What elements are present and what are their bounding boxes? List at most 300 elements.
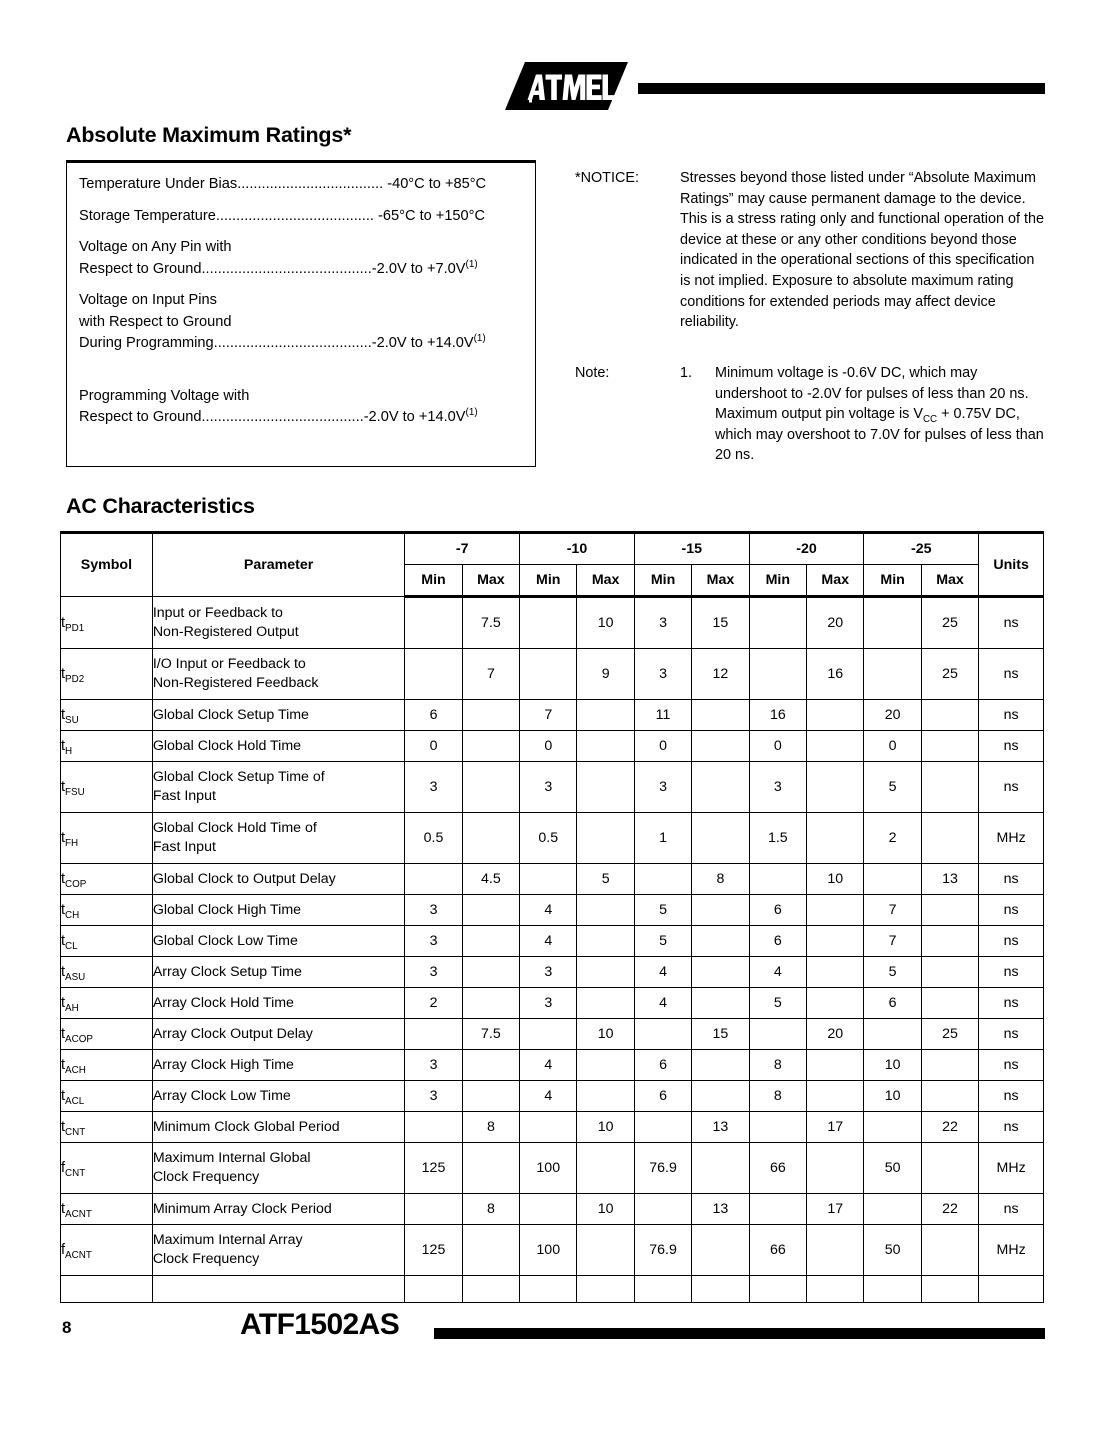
table-row: [61, 762, 1044, 813]
absolute-maximum-ratings-title: Absolute Maximum Ratings*: [66, 123, 352, 147]
cell-max-25: [921, 731, 978, 762]
col-header-min-7: Min: [405, 565, 462, 597]
cell-max-10: [577, 988, 634, 1019]
cell-max-15: [692, 988, 749, 1019]
col-header-grade-10: -10: [520, 533, 635, 565]
cell-min-20: 6: [749, 895, 806, 926]
table-row: [61, 895, 1044, 926]
cell-min-10: 7: [520, 700, 577, 731]
cell-min-15: 5: [634, 926, 691, 957]
table-row: [61, 864, 1044, 895]
symbol-subscript: FH: [65, 837, 79, 849]
table-row: [61, 1143, 1044, 1194]
cell-max-25: [921, 1225, 978, 1276]
cell-min-15: [634, 1194, 691, 1225]
symbol-subscript: CNT: [65, 1126, 86, 1138]
table-row: [61, 1194, 1044, 1225]
cell-min-25: 20: [864, 700, 921, 731]
cell-max-20: 17: [807, 1194, 864, 1225]
symbol-base: t: [61, 1088, 66, 1104]
table-row: [61, 1081, 1044, 1112]
cell-parameter: [152, 1050, 405, 1081]
table-row: [61, 1225, 1044, 1276]
parameter-line: Input or Feedback to: [152, 604, 283, 621]
cell-max-20: 17: [807, 1112, 864, 1143]
cell-max-25: [921, 1143, 978, 1194]
cell-max-10: [577, 895, 634, 926]
cell-max-20: [807, 1225, 864, 1276]
cell-parameter: [152, 813, 405, 864]
cell-min-7: 125: [405, 1143, 462, 1194]
part-name: ATF1502AS: [240, 1308, 400, 1341]
cell-symbol: [61, 895, 153, 926]
amr-footnote-marker: (1): [465, 407, 478, 419]
cell-units: ns: [979, 988, 1044, 1019]
cell-min-25: 7: [864, 895, 921, 926]
col-header-min-15: Min: [634, 565, 691, 597]
col-header-grade-25: -25: [864, 533, 979, 565]
cell-max-7: 7.5: [462, 1019, 519, 1050]
notice-block: [575, 168, 1045, 333]
cell-min-20: 4: [749, 957, 806, 988]
cell-min-10: 4: [520, 895, 577, 926]
cell-max-25: [921, 957, 978, 988]
cell-max-10: [577, 957, 634, 988]
cell-min-25: [864, 1112, 921, 1143]
cell-symbol: [61, 1081, 153, 1112]
cell-max-10: [577, 1050, 634, 1081]
amr-footnote-marker: (1): [465, 258, 478, 270]
parameter-line: Global Clock Setup Time: [152, 706, 309, 723]
symbol-base: t: [61, 738, 66, 754]
cell-min-20: [749, 1276, 806, 1303]
col-header-symbol: [61, 533, 153, 597]
cell-min-25: [864, 864, 921, 895]
cell-min-7: 0: [405, 731, 462, 762]
parameter-line: Global Clock Hold Time: [152, 737, 302, 754]
cell-min-25: [864, 1276, 921, 1303]
cell-max-10: 10: [577, 1019, 634, 1050]
cell-max-15: [692, 1276, 749, 1303]
parameter-line: Maximum Internal Array: [152, 1232, 303, 1248]
cell-max-20: [807, 1050, 864, 1081]
cell-min-20: 5: [749, 988, 806, 1019]
cell-max-25: [921, 895, 978, 926]
cell-min-25: 50: [864, 1225, 921, 1276]
cell-max-25: 22: [921, 1112, 978, 1143]
cell-max-20: 10: [807, 864, 864, 895]
cell-min-7: [405, 1019, 462, 1050]
col-header-parameter-label: Parameter: [243, 557, 314, 573]
cell-units: ns: [979, 597, 1044, 649]
cell-min-25: 50: [864, 1143, 921, 1194]
cell-parameter: [152, 864, 405, 895]
cell-min-10: 0: [520, 731, 577, 762]
col-header-max-10: Max: [577, 565, 634, 597]
cell-max-7: 4.5: [462, 864, 519, 895]
ac-characteristics-title: AC Characteristics: [66, 494, 255, 518]
cell-min-20: 66: [749, 1225, 806, 1276]
symbol-base: t: [61, 1201, 66, 1217]
cell-max-15: [692, 813, 749, 864]
cell-parameter: [152, 1143, 405, 1194]
cell-max-7: 7.5: [462, 597, 519, 649]
amr-entry-programming-voltage: [79, 386, 523, 429]
cell-max-15: 13: [692, 1112, 749, 1143]
cell-min-10: [520, 597, 577, 649]
cell-units: MHz: [979, 1225, 1044, 1276]
cell-max-20: 20: [807, 597, 864, 649]
cell-parameter: [152, 988, 405, 1019]
cell-min-15: [634, 1276, 691, 1303]
symbol-subscript: AH: [65, 1002, 79, 1014]
cell-min-7: [405, 649, 462, 700]
amr-label: Respect to Ground: [79, 260, 202, 277]
table-row: [61, 926, 1044, 957]
symbol-base: t: [61, 995, 66, 1011]
amr-value: -2.0V to +14.0V: [371, 335, 474, 351]
cell-min-15: 3: [634, 597, 691, 649]
cell-max-15: [692, 926, 749, 957]
cell-max-7: 7: [462, 649, 519, 700]
cell-max-10: [577, 762, 634, 813]
cell-min-20: 8: [749, 1081, 806, 1112]
col-header-grade-15: -15: [634, 533, 749, 565]
note-subscript: CC: [922, 414, 938, 426]
cell-min-10: 100: [520, 1143, 577, 1194]
table-row: [61, 813, 1044, 864]
amr-leader: .......................................: [213, 335, 372, 351]
amr-leader: ....................................: [237, 176, 384, 192]
cell-max-20: 20: [807, 1019, 864, 1050]
cell-max-20: [807, 1143, 864, 1194]
col-header-max-15: Max: [692, 565, 749, 597]
cell-max-15: 8: [692, 864, 749, 895]
cell-units: ns: [979, 762, 1044, 813]
cell-units: ns: [979, 1112, 1044, 1143]
page-number: 8: [62, 1318, 72, 1337]
cell-min-15: 6: [634, 1081, 691, 1112]
cell-units: ns: [979, 649, 1044, 700]
col-header-min-20: Min: [749, 565, 806, 597]
col-header-min-10: Min: [520, 565, 577, 597]
cell-min-15: 3: [634, 649, 691, 700]
cell-min-10: 3: [520, 957, 577, 988]
cell-min-10: [520, 864, 577, 895]
cell-min-15: 5: [634, 895, 691, 926]
cell-min-7: [405, 597, 462, 649]
cell-max-20: [807, 988, 864, 1019]
cell-max-10: [577, 700, 634, 731]
parameter-line: Array Clock Hold Time: [152, 994, 294, 1011]
cell-max-20: [807, 762, 864, 813]
cell-symbol: [61, 1225, 153, 1276]
note-block: [575, 363, 1045, 466]
cell-symbol: [61, 988, 153, 1019]
cell-min-20: 0: [749, 731, 806, 762]
cell-min-15: 6: [634, 1050, 691, 1081]
cell-min-25: 2: [864, 813, 921, 864]
parameter-line: Array Clock Low Time: [152, 1087, 291, 1104]
col-header-min-25: Min: [864, 565, 921, 597]
cell-max-15: [692, 1225, 749, 1276]
symbol-subscript: FSU: [65, 786, 85, 798]
table-row: [61, 597, 1044, 649]
col-header-units: Units: [979, 533, 1044, 597]
parameter-line: Global Clock Setup Time of: [152, 769, 325, 785]
cell-min-10: 4: [520, 1050, 577, 1081]
cell-min-25: [864, 1194, 921, 1225]
cell-parameter: [152, 762, 405, 813]
amr-value: -2.0V to +7.0V: [371, 260, 466, 277]
cell-parameter: [152, 700, 405, 731]
cell-parameter: [152, 649, 405, 700]
parameter-line: Fast Input: [152, 839, 216, 855]
col-header-grade-7: -7: [405, 533, 520, 565]
cell-max-25: [921, 700, 978, 731]
ac-characteristics-table: [60, 531, 1044, 1303]
table-header-row-grades: [61, 533, 1044, 565]
page-footer: [0, 1310, 1105, 1370]
cell-parameter: [152, 1081, 405, 1112]
cell-min-25: 10: [864, 1050, 921, 1081]
cell-min-20: [749, 864, 806, 895]
table-row: [61, 649, 1044, 700]
cell-parameter: [152, 895, 405, 926]
cell-min-25: 0: [864, 731, 921, 762]
table-row: [61, 731, 1044, 762]
cell-max-25: 25: [921, 649, 978, 700]
cell-parameter: [152, 1225, 405, 1276]
cell-min-7: 3: [405, 957, 462, 988]
cell-min-10: [520, 649, 577, 700]
cell-min-20: 6: [749, 926, 806, 957]
cell-min-15: [634, 1112, 691, 1143]
cell-min-25: [864, 1019, 921, 1050]
cell-max-7: 8: [462, 1112, 519, 1143]
cell-max-7: [462, 1143, 519, 1194]
symbol-subscript: CL: [65, 940, 78, 952]
cell-symbol: [61, 649, 153, 700]
table-row-blank: [61, 1276, 1044, 1303]
cell-symbol: [61, 926, 153, 957]
footer-rule: [434, 1328, 1045, 1339]
amr-leader: .......................................: [215, 207, 374, 224]
symbol-base: t: [61, 1119, 66, 1135]
cell-max-15: [692, 762, 749, 813]
cell-min-7: 6: [405, 700, 462, 731]
cell-min-20: 16: [749, 700, 806, 731]
atmel-logo: [505, 62, 628, 110]
notice-label: *NOTICE:: [575, 170, 639, 186]
cell-symbol: [61, 762, 153, 813]
parameter-line: Minimum Array Clock Period: [152, 1200, 332, 1217]
symbol-base: f: [61, 1160, 66, 1176]
symbol-base: t: [61, 964, 66, 980]
cell-units: ns: [979, 731, 1044, 762]
cell-min-25: [864, 649, 921, 700]
cell-max-7: [462, 1225, 519, 1276]
parameter-line: Non-Registered Output: [152, 623, 299, 640]
cell-max-25: 13: [921, 864, 978, 895]
symbol-base: t: [61, 871, 66, 887]
cell-max-7: [462, 1081, 519, 1112]
symbol-base: t: [61, 902, 66, 918]
parameter-line: Fast Input: [152, 788, 216, 804]
cell-min-7: 125: [405, 1225, 462, 1276]
notice-text: Stresses beyond those listed under “Absolute Maximum Ratings” may cause permanent damage to the device. This is a stress rating only and functional operation of the device at these or any other conditions beyond those indicated in the operational sections of this specification is not implied. Exposure to absolute maximum rating conditions for extended periods may affect device reliability.: [680, 170, 1044, 331]
note-text: [715, 363, 1045, 466]
parameter-line: Global Clock Low Time: [152, 932, 298, 949]
cell-min-15: 76.9: [634, 1225, 691, 1276]
parameter-line: Non-Registered Feedback: [152, 675, 319, 691]
cell-max-25: 25: [921, 1019, 978, 1050]
table-body: [61, 597, 1044, 1303]
cell-min-20: [749, 1019, 806, 1050]
symbol-subscript: ACNT: [65, 1249, 92, 1261]
absolute-maximum-ratings-box: [66, 160, 536, 467]
cell-max-10: [577, 926, 634, 957]
spacer: [79, 280, 523, 290]
col-header-grade-20: -20: [749, 533, 864, 565]
symbol-base: t: [61, 933, 66, 949]
cell-units: MHz: [979, 1143, 1044, 1194]
amr-label: Respect to Ground: [79, 409, 202, 425]
amr-label-line: Voltage on Any Pin with: [79, 239, 232, 255]
cell-max-25: [921, 813, 978, 864]
cell-min-25: 6: [864, 988, 921, 1019]
note-label: Note:: [575, 365, 610, 381]
spacer: [79, 196, 523, 206]
cell-max-15: [692, 731, 749, 762]
cell-min-7: 0.5: [405, 813, 462, 864]
cell-max-7: [462, 957, 519, 988]
cell-units: ns: [979, 957, 1044, 988]
cell-max-10: 9: [577, 649, 634, 700]
cell-min-25: 5: [864, 762, 921, 813]
symbol-subscript: ASU: [65, 971, 86, 983]
col-header-symbol-label: Symbol: [80, 557, 133, 573]
table-row: [61, 1019, 1044, 1050]
page-header: [0, 30, 1105, 90]
cell-max-10: 5: [577, 864, 634, 895]
cell-max-25: [921, 762, 978, 813]
cell-max-15: [692, 1050, 749, 1081]
cell-max-20: 16: [807, 649, 864, 700]
parameter-line: I/O Input or Feedback to: [152, 656, 306, 672]
cell-min-7: 2: [405, 988, 462, 1019]
cell-max-7: [462, 762, 519, 813]
cell-min-15: 4: [634, 957, 691, 988]
cell-min-20: 1.5: [749, 813, 806, 864]
symbol-subscript: ACH: [65, 1064, 86, 1076]
amr-value: -65°C to +150°C: [378, 207, 486, 224]
cell-max-15: 13: [692, 1194, 749, 1225]
cell-parameter: [152, 597, 405, 649]
cell-min-10: [520, 1194, 577, 1225]
symbol-subscript: ACL: [65, 1095, 85, 1107]
cell-parameter: [152, 1194, 405, 1225]
cell-max-7: [462, 813, 519, 864]
symbol-base: t: [61, 1026, 66, 1042]
cell-max-15: [692, 1143, 749, 1194]
cell-max-15: [692, 895, 749, 926]
table-row: [61, 988, 1044, 1019]
cell-symbol: [61, 1143, 153, 1194]
cell-min-15: 0: [634, 731, 691, 762]
symbol-base: t: [61, 1057, 66, 1073]
symbol-base: t: [61, 666, 66, 682]
cell-max-10: [577, 1143, 634, 1194]
table-row: [61, 1112, 1044, 1143]
cell-units: [979, 1276, 1044, 1303]
cell-max-7: 8: [462, 1194, 519, 1225]
cell-max-15: 12: [692, 649, 749, 700]
cell-max-25: [921, 1276, 978, 1303]
symbol-subscript: COP: [65, 878, 87, 890]
cell-units: ns: [979, 1194, 1044, 1225]
cell-min-7: 3: [405, 895, 462, 926]
cell-min-20: [749, 1194, 806, 1225]
cell-min-20: [749, 597, 806, 649]
cell-min-15: 11: [634, 700, 691, 731]
cell-max-20: [807, 957, 864, 988]
note-text-part1: Minimum voltage is -0.6V DC, which may undershoot to -2.0V for pulses of less than 20 ns. Maximum output pin voltage is V: [715, 365, 1029, 423]
spacer: [79, 355, 523, 386]
symbol-subscript: SU: [65, 714, 79, 726]
cell-max-20: [807, 926, 864, 957]
amr-entry-voltage-input-pins-programming: [79, 290, 523, 355]
cell-max-7: [462, 700, 519, 731]
cell-max-10: [577, 1225, 634, 1276]
cell-parameter: [152, 926, 405, 957]
parameter-line: Global Clock Hold Time of: [152, 820, 317, 836]
cell-symbol: [61, 731, 153, 762]
cell-max-20: [807, 700, 864, 731]
cell-max-10: 10: [577, 597, 634, 649]
amr-leader: ..........................................: [201, 260, 372, 277]
amr-label-line: with Respect to Ground: [79, 313, 232, 330]
cell-min-7: 3: [405, 762, 462, 813]
symbol-base: f: [61, 1242, 66, 1258]
cell-min-10: 3: [520, 762, 577, 813]
cell-min-15: [634, 864, 691, 895]
parameter-line: Clock Frequency: [152, 1251, 260, 1267]
cell-min-10: [520, 1019, 577, 1050]
amr-label-line: Programming Voltage with: [79, 387, 250, 404]
cell-units: ns: [979, 1050, 1044, 1081]
symbol-base: t: [61, 779, 66, 795]
table-head: [61, 533, 1044, 597]
symbol-subscript: PD1: [65, 622, 85, 634]
amr-entry-voltage-any-pin: [79, 237, 523, 280]
cell-parameter: [152, 1276, 405, 1303]
parameter-line: Maximum Internal Global: [152, 1150, 311, 1166]
cell-max-25: [921, 926, 978, 957]
cell-symbol: [61, 1050, 153, 1081]
cell-max-20: [807, 1081, 864, 1112]
cell-max-25: 25: [921, 597, 978, 649]
cell-max-7: [462, 731, 519, 762]
cell-min-7: 3: [405, 926, 462, 957]
cell-max-7: [462, 895, 519, 926]
cell-parameter: [152, 957, 405, 988]
symbol-subscript: CH: [65, 909, 80, 921]
cell-max-20: [807, 1276, 864, 1303]
col-header-max-7: Max: [462, 565, 519, 597]
amr-label: Temperature Under Bias: [79, 176, 238, 192]
symbol-base: t: [61, 707, 66, 723]
